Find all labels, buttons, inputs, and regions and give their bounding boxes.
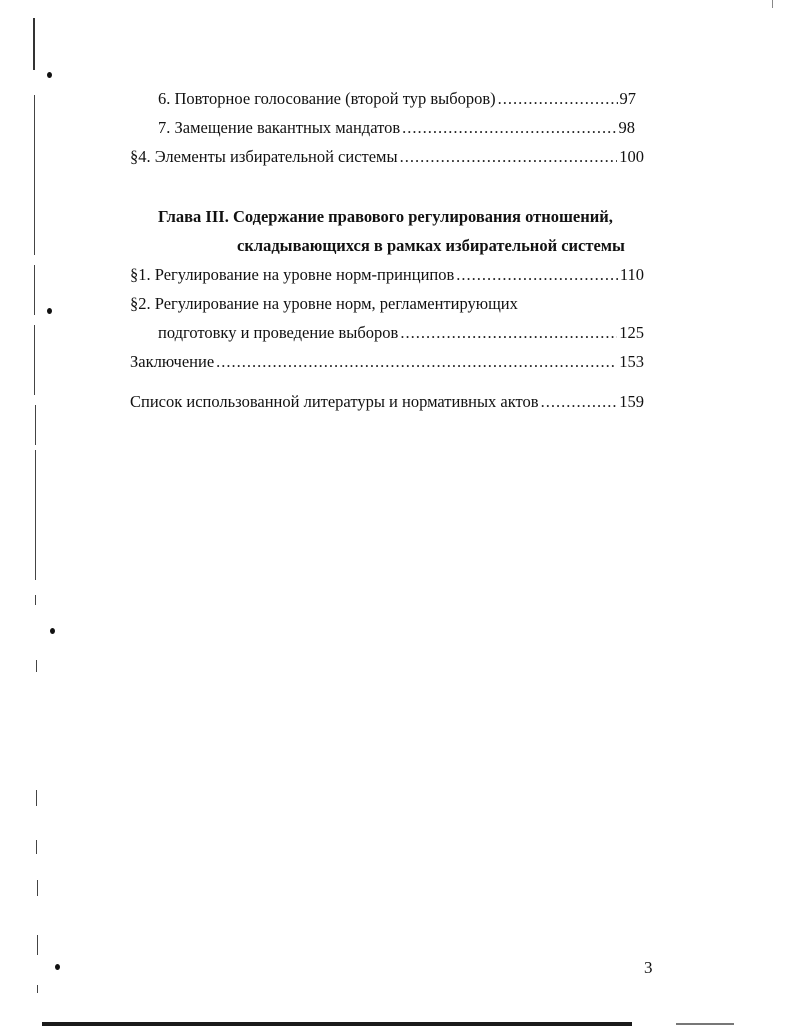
scan-margin-line (34, 95, 35, 255)
toc-section-2-line1: §2. Регулирование на уровне норм, регламентирующих (130, 294, 518, 313)
scan-bottom-edge (676, 1023, 734, 1025)
scan-bottom-edge (42, 1022, 632, 1026)
scan-margin-line (37, 880, 38, 896)
scan-margin-line (35, 450, 36, 580)
toc-section-1 (130, 265, 644, 285)
toc-entry-label: Заключение (130, 352, 215, 371)
toc-entry-label: §4. Элементы избирательной системы (130, 147, 398, 166)
toc-conclusion (130, 352, 644, 372)
toc-entry-label: §1. Регулирование на уровне норм-принципов (130, 265, 455, 284)
scan-margin-line (34, 325, 35, 395)
scan-margin-line (35, 405, 36, 445)
chapter-heading-line2: складывающихся в рамках избирательной системы (237, 236, 625, 255)
toc-page-number: 110 (619, 265, 644, 284)
dot-leader (498, 89, 618, 109)
toc-entry-label: Список использованной литературы и нормативных актов (130, 392, 539, 411)
toc-entry-label: подготовку и проведение выборов (158, 323, 399, 342)
scan-margin-line (36, 660, 37, 672)
dot-leader (400, 147, 618, 167)
page-number: 3 (644, 958, 653, 977)
dot-leader (541, 392, 618, 412)
scan-margin-line (37, 935, 38, 955)
toc-section-2 (158, 323, 644, 343)
punch-mark (47, 72, 52, 78)
scan-margin-line (36, 790, 37, 806)
toc-page-number: 125 (619, 323, 644, 342)
dot-leader (216, 352, 617, 372)
scan-margin-line (37, 985, 38, 993)
chapter-heading-line1: Глава III. Содержание правового регулирования отношений, (158, 207, 613, 226)
punch-mark (55, 964, 60, 970)
dot-leader (456, 265, 618, 285)
toc-page-number: 97 (619, 89, 636, 108)
toc-section-4 (130, 147, 644, 167)
scan-margin-line (33, 18, 35, 70)
toc-page-number: 159 (619, 392, 644, 411)
dot-leader (400, 323, 617, 343)
toc-entry-6 (158, 89, 636, 109)
toc-entry-7 (158, 118, 635, 138)
scan-margin-line (35, 595, 36, 605)
scan-mark (772, 0, 773, 8)
scan-margin-line (34, 265, 35, 315)
toc-entry-label: 6. Повторное голосование (второй тур выборов) (158, 89, 496, 108)
toc-page-number: 100 (619, 147, 644, 166)
toc-page-number: 153 (619, 352, 644, 371)
toc-page-number: 98 (618, 118, 635, 137)
punch-mark (50, 628, 55, 634)
toc-bibliography (130, 392, 644, 412)
punch-mark (47, 308, 52, 314)
scan-margin-line (36, 840, 37, 854)
toc-entry-label: 7. Замещение вакантных мандатов (158, 118, 401, 137)
dot-leader (402, 118, 616, 138)
